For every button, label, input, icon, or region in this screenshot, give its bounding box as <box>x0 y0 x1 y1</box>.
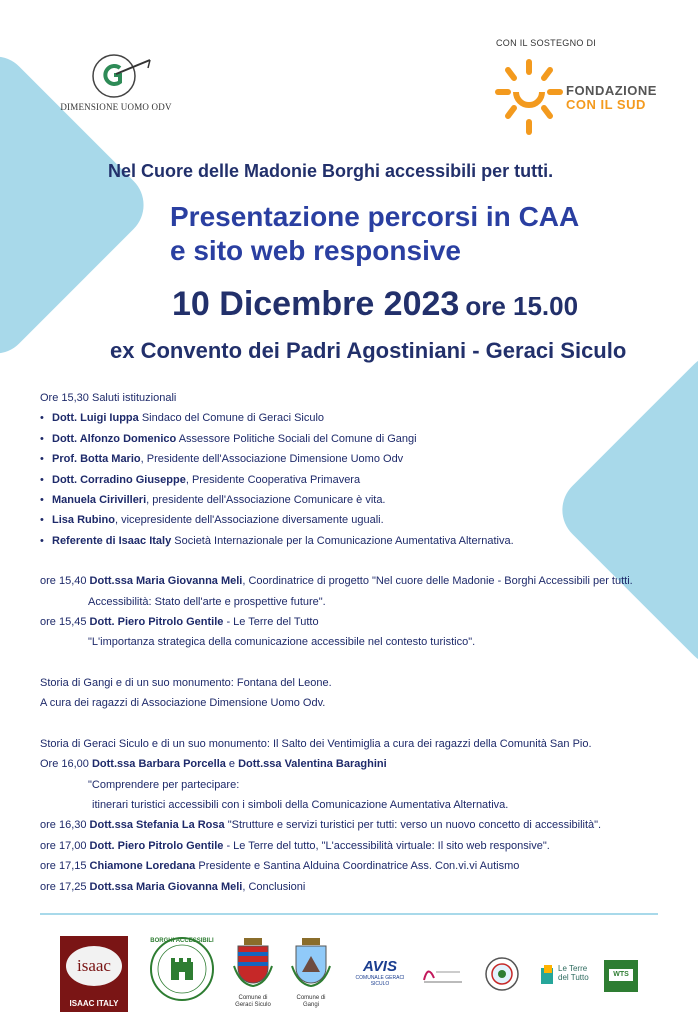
dimensione-uomo-logo <box>56 52 176 112</box>
terre-text <box>558 964 589 982</box>
entry-text: , Coordinatrice di progetto "Nel cuore delle Madonie - Borghi Accessibili per tutti. <box>242 575 633 588</box>
speaker-item <box>40 429 680 449</box>
primavera-logo <box>420 960 466 986</box>
speaker-item <box>40 449 680 469</box>
speaker-name: Referente di Isaac Italy <box>52 534 172 547</box>
speaker-role: , presidente dell'Associazione Comunicare è vita. <box>146 494 386 507</box>
program-entry-1600 <box>40 754 680 774</box>
program-entry-1700 <box>40 836 680 856</box>
avis-sub: COMUNALE GERACI SICULO <box>355 975 405 987</box>
sponsor-line1: FONDAZIONE <box>566 83 657 98</box>
program-entry-1545 <box>40 612 680 632</box>
event-title-line1: Presentazione percorsi in CAA <box>170 201 580 232</box>
entry-time: ore 17,25 <box>40 880 90 893</box>
le-terre-del-tutto-logo <box>540 962 592 988</box>
speaker-item <box>40 531 680 551</box>
program-entry-1630 <box>40 815 680 835</box>
geraci-crest-icon <box>230 936 276 990</box>
program-entry-1715 <box>40 856 680 876</box>
speaker-name: Prof. Botta Mario <box>52 453 141 466</box>
entry-text: - Le Terre del tutto, "L'accessibilità virtuale: Il sito web responsive". <box>223 839 550 852</box>
wts-text: WTS <box>609 969 633 981</box>
speaker-name: Dott. Corradino Giuseppe <box>52 473 186 486</box>
speaker-item <box>40 408 680 428</box>
entry-text: e <box>225 758 239 771</box>
gangi-caption: Comune di Gangi <box>296 995 326 1008</box>
event-date <box>172 285 578 324</box>
avis-logo <box>354 958 406 987</box>
entry-speaker: Dott. Piero Pitrolo Gentile <box>89 616 224 629</box>
speaker-name: Dott. Alfonzo Domenico <box>52 432 177 445</box>
gangi-crest-icon <box>288 936 334 990</box>
entry-speaker: Dott.ssa Barbara Porcella <box>91 758 226 771</box>
speaker-role: , Presidente dell'Associazione Dimensione Uomo Odv <box>140 453 404 466</box>
speaker-name: Dott. Luigi Iuppa <box>52 412 139 425</box>
program <box>40 388 680 897</box>
program-intro: Ore 15,30 Saluti istituzionali <box>40 392 177 404</box>
entry-speaker: Dott. Piero Pitrolo Gentile <box>89 839 224 852</box>
program-entry-1725 <box>40 877 680 897</box>
gangi-crest <box>288 936 334 1009</box>
speaker-name: Lisa Rubino <box>52 514 115 527</box>
fondazione-logo <box>494 58 674 138</box>
event-time: ore 15.00 <box>465 291 579 321</box>
borghi-accessibili-icon <box>149 936 215 1002</box>
gangi-story: Storia di Gangi e di un suo monumento: Fontana del Leone. <box>40 676 332 689</box>
entry-speaker: Dott.ssa Stefania La Rosa <box>89 819 225 832</box>
entry-speaker: Chiamone Loredana <box>89 860 196 873</box>
sun-icon <box>494 58 564 138</box>
org-name: DIMENSIONE UOMO ODV <box>60 102 172 112</box>
footer-divider <box>40 913 658 915</box>
entry-continuation: Accessibilità: Stato dell'arte e prospettive future". <box>88 595 326 608</box>
isaac-logo-text: isaac <box>66 946 122 986</box>
speaker-role: Società Internazionale per la Comunicazione Aumentativa Alternativa. <box>171 534 514 547</box>
footer-logos <box>0 930 698 1025</box>
entry-continuation: "L'importanza strategica della comunicazione accessibile nel contesto turistico". <box>88 636 476 649</box>
project-title: Nel Cuore delle Madonie Borghi accessibili per tutti. <box>108 161 554 181</box>
isaac-logo-sub: ISAAC ITALY <box>69 999 119 1008</box>
entry-time: ore 17,00 <box>40 839 90 852</box>
terre-icon <box>540 964 556 986</box>
entry-text: Presidente e Santina Alduina Coordinatrice Ass. Con.vi.vi Autismo <box>195 860 520 873</box>
sponsor-line2: CON IL SUD <box>566 97 646 112</box>
borghi-label: BORGHI ACCESSIBILI <box>150 938 214 944</box>
entry-speaker: Dott.ssa Maria Giovanna Meli <box>89 575 243 588</box>
geraci-crest <box>230 936 276 1009</box>
event-title-line2: e sito web responsive <box>170 235 461 266</box>
geraci-caption: Comune di Geraci Siculo <box>235 995 271 1008</box>
entry-continuation: itinerari turistici accessibili con i simboli della Comunicazione Aumentativa Alternativa. <box>92 798 509 811</box>
entry-text: , Conclusioni <box>242 880 306 893</box>
primavera-icon <box>420 960 466 986</box>
speaker-role: Sindaco del Comune di Geraci Siculo <box>138 412 325 425</box>
event-venue: ex Convento dei Padri Agostiniani - Geraci Siculo <box>110 338 627 363</box>
avis-text: AVIS <box>363 958 397 975</box>
speaker-item <box>40 510 680 530</box>
speaker-item <box>40 490 680 510</box>
association-seal-icon <box>484 956 520 992</box>
entry-time: ore 17,15 <box>40 860 90 873</box>
isaac-logo <box>60 936 128 1012</box>
speaker-role: Assessore Politiche Sociali del Comune di Gangi <box>176 432 417 445</box>
entry-time: ore 16,30 <box>40 819 90 832</box>
speaker-item <box>40 470 680 490</box>
wts-logo <box>604 960 638 992</box>
speaker-role: , vicepresidente dell'Associazione diversamente uguali. <box>114 514 384 527</box>
speaker-role: , Presidente Cooperativa Primavera <box>185 473 361 486</box>
program-entry-1540 <box>40 571 680 591</box>
terre-text-line1: Le Terre <box>558 964 588 973</box>
gangi-curators: A cura dei ragazzi di Associazione Dimensione Uomo Odv. <box>40 697 326 710</box>
entry-text: - Le Terre del Tutto <box>223 616 319 629</box>
event-title <box>170 200 579 268</box>
entry-quote: "Comprendere per partecipare: <box>88 778 240 791</box>
geraci-story: Storia di Geraci Siculo e di un suo monumento: Il Salto dei Ventimiglia a cura dei ragazzi della Comunità San Pio. <box>40 737 592 750</box>
terre-text-line2: del Tutto <box>558 973 589 982</box>
borghi-accessibili-logo <box>149 936 215 1002</box>
dimensione-uomo-icon <box>76 52 156 100</box>
entry-text: "Strutture e servizi turistici per tutti: verso un nuovo concetto di accessibilità". <box>224 819 602 832</box>
entry-time: Ore 16,00 <box>40 758 92 771</box>
entry-time: ore 15,45 <box>40 616 90 629</box>
event-date-text: 10 Dicembre 2023 <box>172 285 460 323</box>
entry-speaker: Dott.ssa Valentina Baraghini <box>238 758 387 771</box>
sponsor-label: CON IL SOSTEGNO DI <box>496 38 597 48</box>
entry-speaker: Dott.ssa Maria Giovanna Meli <box>89 880 243 893</box>
entry-time: ore 15,40 <box>40 575 90 588</box>
association-seal <box>484 956 520 997</box>
speaker-name: Manuela Cirivilleri <box>52 494 147 507</box>
